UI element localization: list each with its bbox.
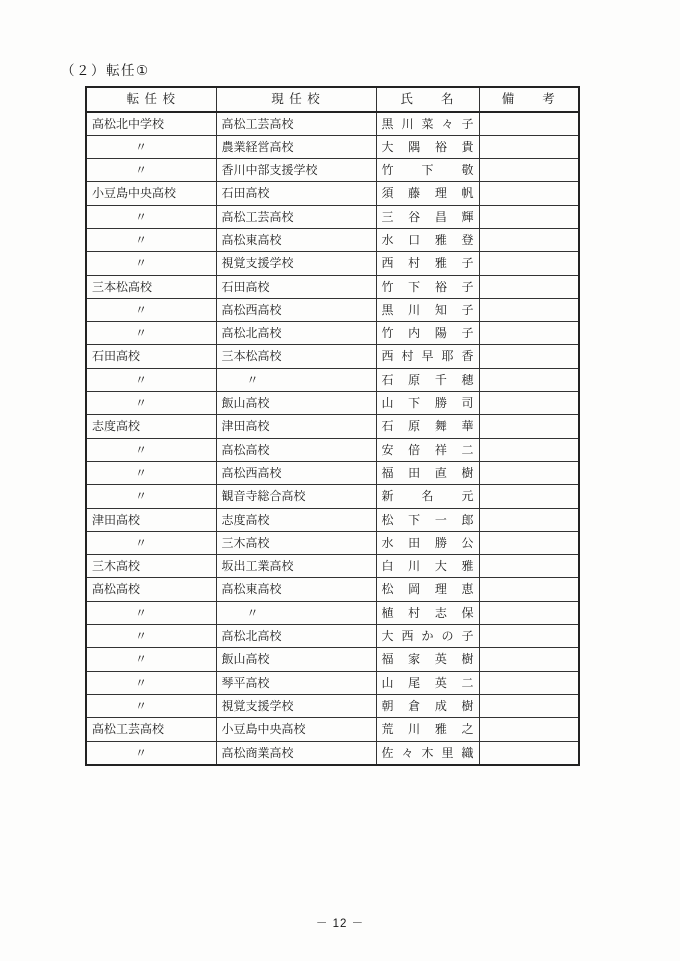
note-cell: [479, 135, 579, 158]
name-cell: 朝 倉 成 樹: [376, 694, 479, 717]
current-school-cell: 高松西高校: [216, 461, 376, 484]
note-cell: [479, 625, 579, 648]
transfer-to-cell: 〃: [86, 671, 216, 694]
name-cell: 白 川 大 雅: [376, 555, 479, 578]
note-cell: [479, 718, 579, 741]
current-school-cell: 視覚支援学校: [216, 252, 376, 275]
note-cell: [479, 648, 579, 671]
transfer-to-cell: 〃: [86, 694, 216, 717]
transfer-to-cell: 〃: [86, 159, 216, 182]
header-cell-current-school: 現 任 校: [216, 87, 376, 112]
transfer-table: [85, 86, 580, 766]
name-cell: 三 谷 昌 輝: [376, 205, 479, 228]
current-school-cell: 石田高校: [216, 275, 376, 298]
table-row: [86, 298, 579, 321]
table-row: [86, 345, 579, 368]
current-school-cell: 高松東高校: [216, 228, 376, 251]
name-cell: 竹 内 陽 子: [376, 322, 479, 345]
table-row: [86, 531, 579, 554]
transfer-to-cell: 〃: [86, 228, 216, 251]
note-cell: [479, 601, 579, 624]
note-cell: [479, 485, 579, 508]
table-row: [86, 555, 579, 578]
transfer-to-cell: 〃: [86, 531, 216, 554]
current-school-cell: 高松北高校: [216, 625, 376, 648]
header-cell-transfer-to: 転 任 校: [86, 87, 216, 112]
current-school-cell: 三木高校: [216, 531, 376, 554]
current-school-cell: 高松高校: [216, 438, 376, 461]
table-row: [86, 671, 579, 694]
note-cell: [479, 578, 579, 601]
transfer-to-cell: 〃: [86, 135, 216, 158]
transfer-to-cell: 高松北中学校: [86, 112, 216, 136]
note-cell: [479, 322, 579, 345]
transfer-to-cell: 三木高校: [86, 555, 216, 578]
table-row: [86, 718, 579, 741]
name-cell: 水 田 勝 公: [376, 531, 479, 554]
current-school-cell: 高松東高校: [216, 578, 376, 601]
current-school-cell: 高松西高校: [216, 298, 376, 321]
table-row: [86, 601, 579, 624]
current-school-cell: 坂出工業高校: [216, 555, 376, 578]
transfer-to-cell: 〃: [86, 485, 216, 508]
table-row: [86, 578, 579, 601]
current-school-cell: 高松工芸高校: [216, 205, 376, 228]
transfer-to-cell: 石田高校: [86, 345, 216, 368]
table-row: [86, 112, 579, 136]
note-cell: [479, 741, 579, 765]
note-cell: [479, 392, 579, 415]
name-cell: 福 家 英 樹: [376, 648, 479, 671]
transfer-to-cell: 〃: [86, 205, 216, 228]
name-cell: 安 倍 祥 二: [376, 438, 479, 461]
table-body: [86, 112, 579, 765]
transfer-to-cell: 高松工芸高校: [86, 718, 216, 741]
table-row: [86, 461, 579, 484]
table-row: [86, 159, 579, 182]
transfer-to-cell: 志度高校: [86, 415, 216, 438]
transfer-to-cell: 〃: [86, 322, 216, 345]
current-school-cell: 高松商業高校: [216, 741, 376, 765]
note-cell: [479, 205, 579, 228]
name-cell: 植 村 志 保: [376, 601, 479, 624]
table-row: [86, 205, 579, 228]
note-cell: [479, 694, 579, 717]
name-cell: 松 岡 理 恵: [376, 578, 479, 601]
name-cell: 山 下 勝 司: [376, 392, 479, 415]
name-cell: 黒 川 菜 々 子: [376, 112, 479, 136]
table-row: [86, 438, 579, 461]
note-cell: [479, 671, 579, 694]
current-school-cell: 石田高校: [216, 182, 376, 205]
note-cell: [479, 275, 579, 298]
name-cell: 大 隅 裕 貴: [376, 135, 479, 158]
transfer-to-cell: 〃: [86, 461, 216, 484]
transfer-to-cell: 〃: [86, 252, 216, 275]
current-school-cell: 志度高校: [216, 508, 376, 531]
header-cell-note: 備 考: [479, 87, 579, 112]
transfer-to-cell: 〃: [86, 392, 216, 415]
name-cell: 竹 下 裕 子: [376, 275, 479, 298]
current-school-cell: 飯山高校: [216, 648, 376, 671]
table-row: [86, 182, 579, 205]
table-row: [86, 135, 579, 158]
transfer-to-cell: 〃: [86, 741, 216, 765]
note-cell: [479, 159, 579, 182]
transfer-to-cell: 〃: [86, 438, 216, 461]
current-school-cell: 視覚支援学校: [216, 694, 376, 717]
name-cell: 水 口 雅 登: [376, 228, 479, 251]
table-row: [86, 625, 579, 648]
table-row: [86, 322, 579, 345]
name-cell: 西 村 雅 子: [376, 252, 479, 275]
transfer-to-cell: 〃: [86, 648, 216, 671]
transfer-to-cell: 〃: [86, 625, 216, 648]
note-cell: [479, 531, 579, 554]
transfer-to-cell: 〃: [86, 368, 216, 391]
transfer-to-cell: 津田高校: [86, 508, 216, 531]
current-school-cell: 〃: [216, 368, 376, 391]
page-number: － 12 －: [315, 918, 365, 930]
note-cell: [479, 555, 579, 578]
current-school-cell: 飯山高校: [216, 392, 376, 415]
note-cell: [479, 368, 579, 391]
current-school-cell: 高松工芸高校: [216, 112, 376, 136]
name-cell: 竹 下 敬: [376, 159, 479, 182]
note-cell: [479, 438, 579, 461]
note-cell: [479, 252, 579, 275]
name-cell: 松 下 一 郎: [376, 508, 479, 531]
name-cell: 石 原 舞 華: [376, 415, 479, 438]
transfer-to-cell: 〃: [86, 601, 216, 624]
note-cell: [479, 461, 579, 484]
name-cell: 福 田 直 樹: [376, 461, 479, 484]
transfer-to-cell: 小豆島中央高校: [86, 182, 216, 205]
name-cell: 西 村 早 耶 香: [376, 345, 479, 368]
table-row: [86, 392, 579, 415]
current-school-cell: 琴平高校: [216, 671, 376, 694]
table-row: [86, 415, 579, 438]
note-cell: [479, 182, 579, 205]
note-cell: [479, 415, 579, 438]
table-row: [86, 741, 579, 765]
name-cell: 山 尾 英 二: [376, 671, 479, 694]
page-title: （２）転任①: [61, 63, 150, 78]
table-row: [86, 485, 579, 508]
current-school-cell: 小豆島中央高校: [216, 718, 376, 741]
table-row: [86, 228, 579, 251]
transfer-to-cell: 三本松高校: [86, 275, 216, 298]
note-cell: [479, 112, 579, 136]
name-cell: 新 名 元: [376, 485, 479, 508]
transfer-to-cell: 高松高校: [86, 578, 216, 601]
table-row: [86, 508, 579, 531]
table-row: [86, 368, 579, 391]
table-row: [86, 694, 579, 717]
table-row: [86, 275, 579, 298]
current-school-cell: 観音寺総合高校: [216, 485, 376, 508]
name-cell: 大 西 か の 子: [376, 625, 479, 648]
note-cell: [479, 228, 579, 251]
note-cell: [479, 345, 579, 368]
current-school-cell: 三本松高校: [216, 345, 376, 368]
header-cell-name: 氏 名: [376, 87, 479, 112]
table-row: [86, 648, 579, 671]
note-cell: [479, 298, 579, 321]
note-cell: [479, 508, 579, 531]
current-school-cell: 津田高校: [216, 415, 376, 438]
name-cell: 佐 々 木 里 織: [376, 741, 479, 765]
table-row: [86, 252, 579, 275]
table-header-row: [86, 87, 579, 112]
name-cell: 石 原 千 穂: [376, 368, 479, 391]
name-cell: 黒 川 知 子: [376, 298, 479, 321]
current-school-cell: 〃: [216, 601, 376, 624]
name-cell: 須 藤 理 帆: [376, 182, 479, 205]
name-cell: 荒 川 雅 之: [376, 718, 479, 741]
current-school-cell: 香川中部支援学校: [216, 159, 376, 182]
transfer-to-cell: 〃: [86, 298, 216, 321]
current-school-cell: 農業経営高校: [216, 135, 376, 158]
current-school-cell: 高松北高校: [216, 322, 376, 345]
